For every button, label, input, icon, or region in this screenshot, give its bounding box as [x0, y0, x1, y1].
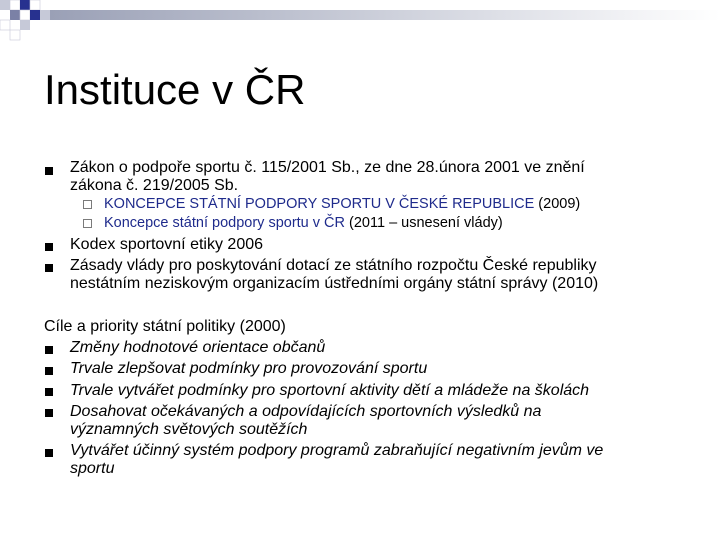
goal-5-line-2: sportu — [70, 460, 115, 477]
filled-square-icon — [45, 167, 53, 175]
bullet-2-line-1: Kodex sportovní etiky 2006 — [70, 236, 264, 253]
hollow-square-icon — [83, 200, 92, 209]
filled-square-icon — [45, 264, 53, 272]
deco-square — [20, 0, 30, 10]
filled-square-icon — [45, 243, 53, 251]
deco-square — [10, 10, 20, 20]
deco-square — [10, 0, 20, 10]
filled-square-icon — [45, 449, 53, 457]
deco-square — [10, 30, 20, 40]
subitem-1[interactable] — [104, 196, 580, 213]
header-decoration — [0, 0, 720, 50]
deco-square — [20, 20, 30, 30]
filled-square-icon — [45, 388, 53, 396]
goal-2-line-1: Trvale zlepšovat podmínky pro provozování sportu — [70, 360, 428, 377]
bullet-1-line-2: zákona č. 219/2005 Sb. — [70, 177, 239, 194]
filled-square-icon — [45, 346, 53, 354]
goal-4-line-1: Dosahovat očekávaných a odpovídajících sportovních výsledků na — [70, 403, 542, 420]
filled-square-icon — [45, 409, 53, 417]
deco-square — [40, 10, 50, 20]
header-gradient-bar — [50, 10, 720, 20]
filled-square-icon — [45, 367, 53, 375]
deco-square — [30, 0, 40, 10]
deco-square — [30, 10, 40, 20]
subitem-1-main[interactable]: KONCEPCE STÁTNÍ PODPORY SPORTU V ČESKÉ REPUBLICE — [104, 196, 535, 212]
bullet-1-line-1: Zákon o podpoře sportu č. 115/2001 Sb., ze dne 28.února 2001 ve znění — [70, 159, 585, 176]
goal-4-line-2: významných světových soutěžích — [70, 421, 308, 438]
subitem-2[interactable] — [104, 215, 503, 232]
bullet-3-line-2: nestátním neziskovým organizacím ústředními orgány státní správy (2010) — [70, 275, 599, 292]
deco-square — [0, 0, 10, 10]
goal-5-line-1: Vytvářet účinný systém podpory programů zabraňující negativním jevům ve — [70, 442, 604, 459]
subitem-1-suffix: (2009) — [534, 196, 581, 212]
deco-square — [0, 20, 10, 30]
goal-3-line-1: Trvale vytvářet podmínky pro sportovní aktivity dětí a mládeže na školách — [70, 382, 590, 399]
subitem-2-suffix: (2011 – usnesení vlády) — [345, 215, 503, 231]
goals-heading: Cíle a priority státní politiky (2000) — [44, 318, 286, 335]
hollow-square-icon — [83, 219, 92, 228]
goal-1-line-1: Změny hodnotové orientace občanů — [70, 339, 326, 356]
deco-square — [20, 10, 30, 20]
subitem-2-main[interactable]: Koncepce státní podpory sportu v ČR — [104, 215, 345, 231]
page-title: Instituce v ČR — [44, 66, 306, 113]
bullet-3-line-1: Zásady vlády pro poskytování dotací ze státního rozpočtu České republiky — [70, 257, 597, 274]
